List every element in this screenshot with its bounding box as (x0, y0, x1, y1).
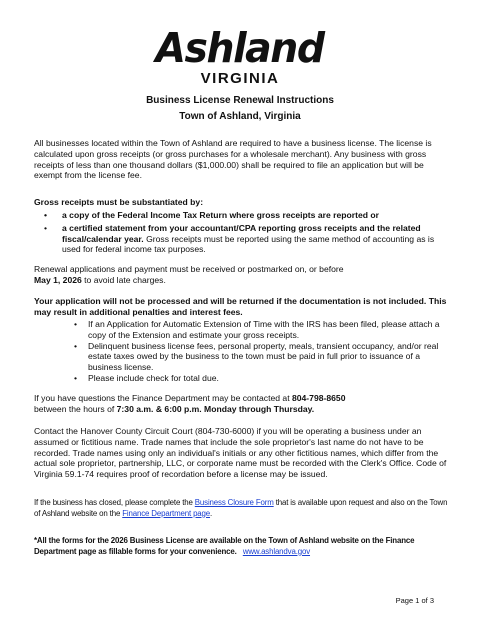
page-number: Page 1 of 3 (395, 596, 434, 605)
warning-bullet-delinquent: • Delinquent business license fees, personal property, meals, transient occupancy, and/or real estate taxes owed by the business to the town must be paid in full prior to issuance of a business license. (74, 341, 444, 373)
ashland-website-link[interactable]: www.ashlandva.gov (242, 546, 311, 556)
closed-middle: that is available upon request and also on the Town of Ashland website on the (34, 498, 448, 518)
warning-paragraph: Your application will not be processed and will be returned if the documentation is not included. This may result in additional penalties and interest fees. (34, 296, 447, 317)
deadline-date: May 1, 2026 (34, 274, 82, 285)
forms-text: *All the forms for the 2026 Business License are available on the Town of Ashland website on the Finance Department page as fillable forms for your convenience. (34, 536, 415, 556)
logo-subtitle: VIRGINIA (200, 70, 280, 87)
logo-wordmark: Ashland (155, 24, 325, 72)
trade-name-paragraph: Contact the Hanover County Circuit Court (804-730-6000) if you will be operating a business under an assumed or fictitious name. Trade names that include the sole proprietor's last name do not have to be recorded. Trade names using only an individual's initials or any other fictitious names, which differ from the actual sole proprietor, partnership, LLC, or corporate name must be recorded with the Clerk's Office. Code of Virginia 59.1-74 requires proof of recordation before a license may be issued. (34, 426, 447, 480)
intro-paragraph: All businesses located within the Town of Ashland are required to have a business license. The license is calculated upon gross receipts (or gross purchases for a wholesale merchant). Any business with gross receipts of less than one thousand dollars ($1,000.00) shall be required to file an application but will be exempt from the license fee. (34, 138, 432, 181)
ashland-logo (0, 26, 480, 88)
document-subtitle: Town of Ashland, Virginia (179, 111, 301, 122)
contact-line1: If you have questions the Finance Department may be contacted at (34, 393, 292, 403)
deadline-text: Renewal applications and payment must be received or postmarked on, or before (34, 264, 344, 274)
warning-bullet-extension: • If an Application for Automatic Extension of Time with the IRS has been filed, please attach a copy of the Extension and estimate your gross receipts. (74, 319, 444, 341)
deadline-paragraph (34, 264, 450, 286)
contact-phone: 804-798-8650 (291, 393, 346, 403)
business-closure-form-link[interactable]: Business Closure Form (194, 498, 274, 507)
document-title: Business License Renewal Instructions (146, 95, 334, 106)
deadline-after: to avoid late charges. (81, 274, 166, 285)
closed-after: . (210, 508, 213, 518)
closed-before: If the business has closed, please complete the (34, 498, 195, 507)
business-closed-paragraph (34, 498, 450, 520)
gross-bullet-tax-return: • a copy of the Federal Income Tax Return where gross receipts are reported or (42, 210, 444, 221)
gross-bullet-certified-bold: a certified statement from your accountant/CPA reporting gross receipts and the related fiscal/calendar year. (62, 222, 421, 244)
contact-paragraph (34, 393, 450, 415)
forms-paragraph (34, 536, 450, 558)
contact-line2: between the hours of (34, 403, 117, 414)
gross-bullet-certified-statement (42, 223, 444, 255)
gross-receipts-list (42, 210, 444, 255)
gross-receipts-heading: Gross receipts must be substantiated by: (34, 197, 204, 207)
warning-list (74, 319, 444, 384)
contact-hours: 7:30 a.m. & 6:00 p.m. Monday through Thursday. (116, 403, 315, 414)
warning-bullet-check: • Please include check for total due. (74, 373, 444, 384)
finance-department-link[interactable]: Finance Department page (122, 508, 211, 518)
gross-bullet-certified-rest: Gross receipts must be reported using the same method of accounting as is used for federal income tax purposes. (62, 233, 435, 255)
